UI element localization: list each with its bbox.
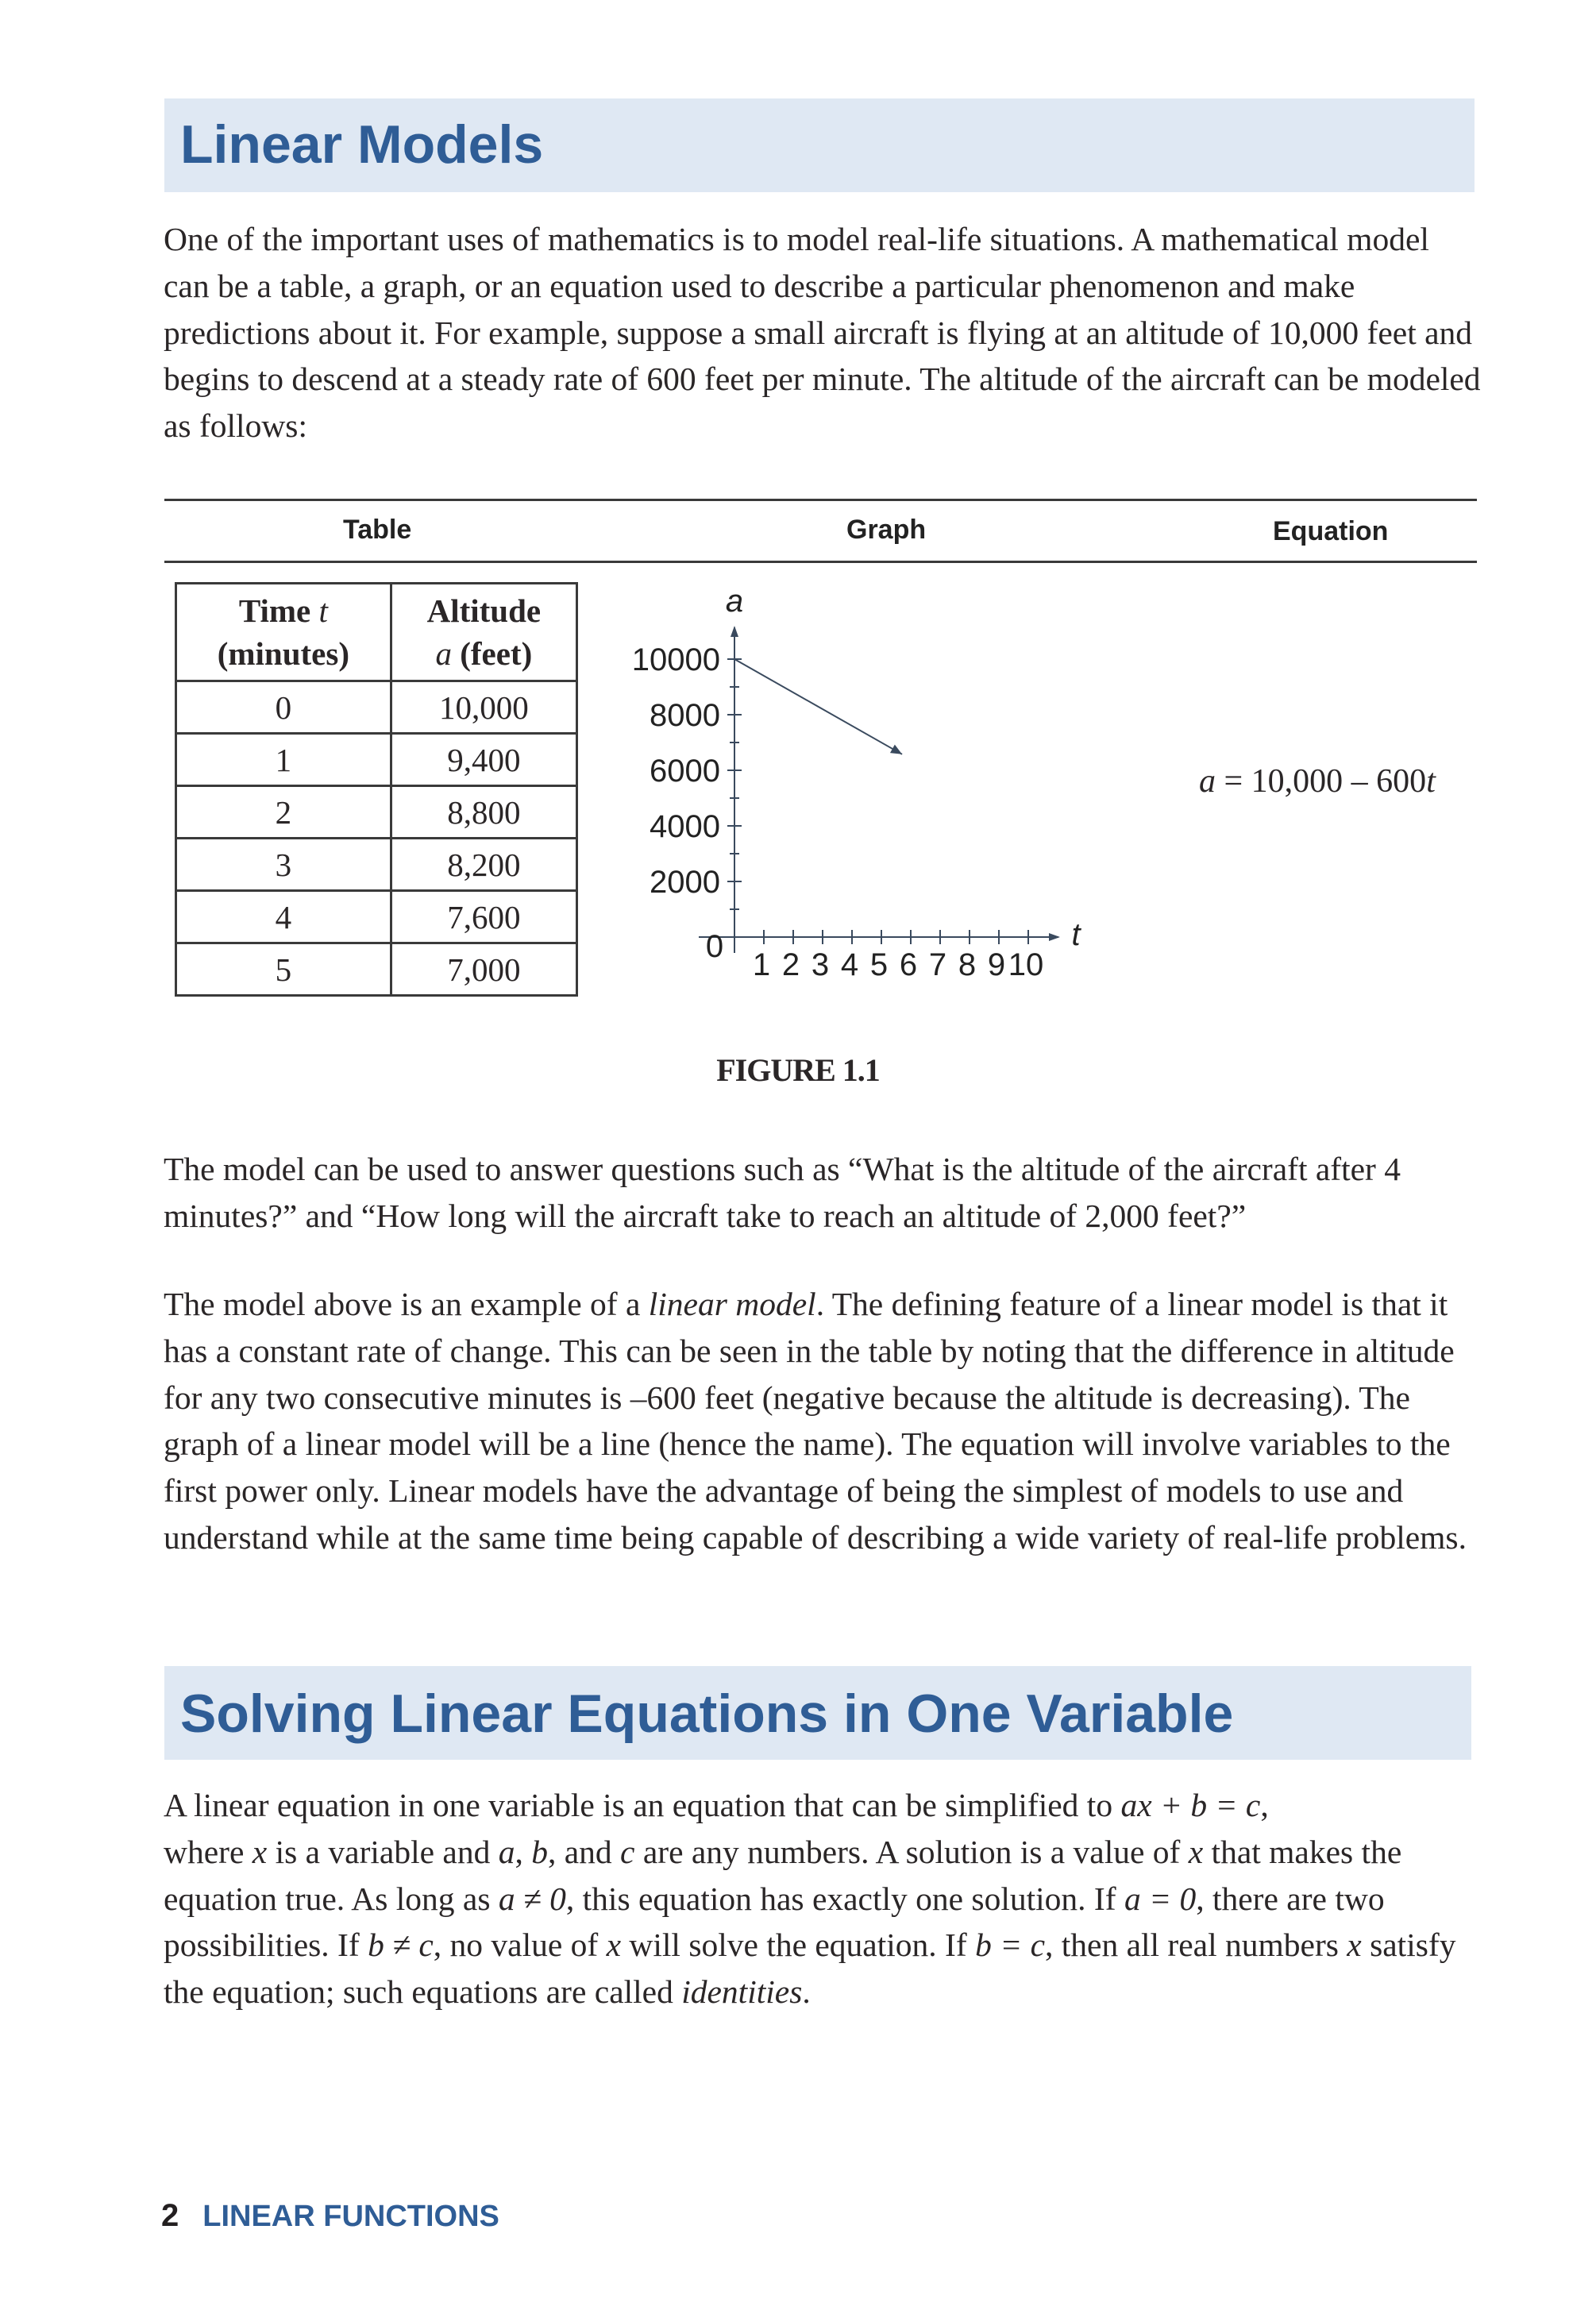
time-header-word: Time bbox=[238, 592, 319, 629]
math-run: x bbox=[252, 1833, 268, 1870]
text-run: that makes the equation true. As long as bbox=[164, 1833, 1402, 1917]
math-run: x bbox=[1347, 1927, 1362, 1964]
math-run: b bbox=[531, 1833, 548, 1870]
x-tick-label: 1 bbox=[752, 947, 771, 982]
linear-model-text bbox=[164, 1281, 1482, 1561]
table-row bbox=[176, 786, 577, 839]
section-heading-banner bbox=[164, 98, 1475, 192]
term-identities: identities bbox=[681, 1973, 803, 2011]
math-run: a ≠ 0 bbox=[498, 1880, 566, 1917]
text-run: where bbox=[164, 1833, 253, 1870]
altitude-header-var: a bbox=[435, 635, 452, 672]
altitude-cell: 9,400 bbox=[391, 734, 576, 786]
questions-text: The model can be used to answer questions such as “What is the altitude of the aircraft after 4 minutes?” and “How long will the aircraft take to reach an altitude of 2,000 feet?” bbox=[164, 1151, 1401, 1234]
text-run: . bbox=[802, 1973, 811, 2011]
time-cell: 0 bbox=[176, 681, 391, 734]
equation-lhs: a bbox=[1199, 763, 1216, 800]
table-row bbox=[176, 943, 577, 996]
model-equation bbox=[1199, 762, 1436, 800]
text-run: A linear equation in one variable is an equation that can be simplified to bbox=[164, 1787, 1121, 1823]
time-header-unit: (minutes) bbox=[217, 635, 349, 672]
text-run: are any numbers. A solution is a value of bbox=[634, 1833, 1189, 1870]
altitude-table bbox=[175, 582, 578, 997]
time-cell: 3 bbox=[176, 839, 391, 891]
page-number: 2 bbox=[161, 2198, 179, 2233]
term-linear-model: linear model bbox=[648, 1286, 816, 1322]
column-header-table: Table bbox=[343, 515, 412, 545]
math-run: x bbox=[1188, 1833, 1204, 1870]
origin-label: 0 bbox=[705, 929, 724, 964]
text-run: will solve the equation. If bbox=[621, 1927, 976, 1964]
x-axis-label: t bbox=[1071, 917, 1081, 952]
x-axis-arrowhead bbox=[1049, 933, 1060, 941]
table-row bbox=[176, 681, 577, 734]
x-tick-label: 10 bbox=[1008, 947, 1044, 982]
altitude-header-unit: (feet) bbox=[451, 635, 533, 672]
altitude-graph bbox=[603, 588, 1128, 1001]
time-cell: 4 bbox=[176, 891, 391, 943]
math-run: ax + b = c bbox=[1120, 1787, 1261, 1823]
time-header-var: t bbox=[318, 592, 328, 629]
y-tick-label: 10000 bbox=[631, 642, 720, 677]
section-title: Solving Linear Equations in One Variable bbox=[180, 1684, 1234, 1744]
section-heading-banner bbox=[164, 1666, 1471, 1760]
text-run: satisfy the equation; such equations are called bbox=[164, 1927, 1456, 2011]
altitude-cell: 8,800 bbox=[391, 786, 576, 839]
x-tick-label: 9 bbox=[987, 947, 1006, 982]
text-run: , there are two possibilities. If bbox=[164, 1880, 1385, 1964]
math-run: a = 0 bbox=[1124, 1880, 1197, 1917]
text-run: is a variable and bbox=[267, 1833, 499, 1870]
figure-header-rule bbox=[164, 561, 1477, 563]
text-run: , bbox=[1260, 1787, 1269, 1823]
running-head: LINEAR FUNCTIONS bbox=[202, 2200, 499, 2233]
intro-paragraph bbox=[164, 216, 1482, 449]
text-run: , and bbox=[547, 1833, 621, 1870]
table-row bbox=[176, 891, 577, 943]
altitude-header-word: Altitude bbox=[426, 592, 542, 629]
y-axis-label: a bbox=[725, 588, 744, 619]
time-column-header bbox=[176, 584, 391, 681]
math-run: c bbox=[620, 1833, 635, 1870]
math-run: a bbox=[498, 1833, 515, 1870]
time-cell: 1 bbox=[176, 734, 391, 786]
x-tick-label: 7 bbox=[928, 947, 947, 982]
equation-var: t bbox=[1426, 763, 1436, 800]
altitude-cell: 8,200 bbox=[391, 839, 576, 891]
altitude-column-header bbox=[391, 584, 576, 681]
text-run: , this equation has exactly one solution. If bbox=[565, 1880, 1124, 1917]
y-tick-label: 6000 bbox=[650, 754, 720, 789]
text-run: . The defining feature of a linear model is that it has a constant rate of change. This can be seen in the table by noting that the difference in altitude for any two consecutive minutes is –600 feet (negative because the altitude is decreasing). The graph of a linear model will be a line (hence the name). The equation will involve variables to the first power only. Linear models have the advantage of being the simplest of models to use and understand while at the same time being capable of describing a wide variety of real-life problems. bbox=[164, 1286, 1467, 1556]
figure-top-rule bbox=[164, 499, 1477, 501]
table-row bbox=[176, 839, 577, 891]
x-tick-label: 3 bbox=[811, 947, 830, 982]
math-run: x bbox=[606, 1927, 622, 1964]
altitude-cell: 10,000 bbox=[391, 681, 576, 734]
column-header-graph: Graph bbox=[846, 515, 927, 545]
equation-middle: = 10,000 – 600 bbox=[1216, 763, 1427, 800]
table-row bbox=[176, 734, 577, 786]
section-title: Linear Models bbox=[180, 114, 544, 175]
page-footer bbox=[161, 2198, 499, 2234]
x-tick-label: 8 bbox=[958, 947, 977, 982]
altitude-line-arrowhead bbox=[890, 745, 902, 754]
time-cell: 2 bbox=[176, 786, 391, 839]
intro-text: One of the important uses of mathematics is to model real-life situations. A mathematical model can be a table, a graph, or an equation used to describe a particular phenomenon and make predictions about it. For example, suppose a small aircraft is flying at an altitude of 10,000 feet and begins to descend at a steady rate of 600 feet per minute. The altitude of the aircraft can be modeled as follows: bbox=[164, 221, 1481, 445]
text-run: , no value of bbox=[433, 1927, 607, 1964]
y-tick-label: 8000 bbox=[650, 698, 720, 733]
time-cell: 5 bbox=[176, 943, 391, 996]
math-run: b = c bbox=[975, 1927, 1045, 1964]
text-run: , bbox=[515, 1833, 532, 1870]
altitude-line bbox=[734, 659, 902, 754]
text-run: The model above is an example of a bbox=[164, 1286, 649, 1322]
x-tick-label: 4 bbox=[840, 947, 859, 982]
column-header-equation: Equation bbox=[1273, 516, 1389, 546]
x-tick-label: 5 bbox=[869, 947, 889, 982]
text-run: , then all real numbers bbox=[1045, 1927, 1347, 1964]
figure-caption: FIGURE 1.1 bbox=[716, 1052, 880, 1088]
math-run: b ≠ c bbox=[368, 1927, 434, 1964]
x-tick-label: 6 bbox=[899, 947, 918, 982]
linear-equation-paragraph bbox=[164, 1782, 1482, 2015]
linear-equation-text bbox=[164, 1782, 1482, 2015]
x-tick-label: 2 bbox=[781, 947, 800, 982]
y-tick-label: 2000 bbox=[650, 865, 720, 900]
questions-paragraph bbox=[164, 1146, 1482, 1240]
y-axis-arrowhead bbox=[731, 626, 738, 637]
altitude-cell: 7,000 bbox=[391, 943, 576, 996]
y-tick-label: 4000 bbox=[650, 809, 720, 844]
altitude-cell: 7,600 bbox=[391, 891, 576, 943]
linear-model-paragraph bbox=[164, 1281, 1482, 1561]
